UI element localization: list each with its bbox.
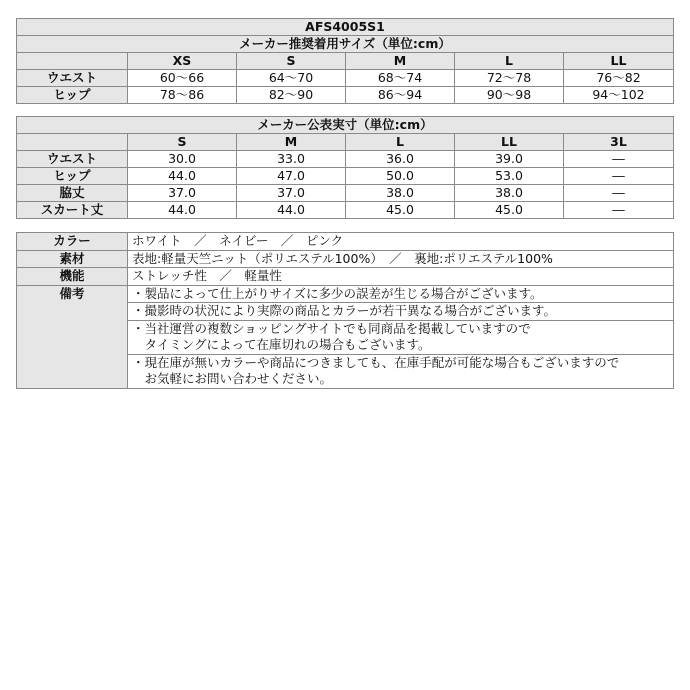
corner-cell [17, 134, 128, 151]
value-cell: 33.0 [237, 151, 346, 168]
row-label: ウエスト [17, 70, 128, 87]
recommended-size-table [16, 18, 674, 104]
row-label: ヒップ [17, 87, 128, 104]
value-cell: 39.0 [455, 151, 564, 168]
value-cell: 47.0 [237, 168, 346, 185]
value-cell: 90〜98 [455, 87, 564, 104]
table-row [17, 168, 674, 185]
material-value: 表地:軽量天竺ニット（ポリエステル100%） ／ 裏地:ポリエステル100% [128, 250, 674, 268]
row-label: スカート丈 [17, 202, 128, 219]
value-cell: 37.0 [237, 185, 346, 202]
recommended-size-title: メーカー推奨着用サイズ（単位:cm） [17, 36, 674, 53]
size-header: XS [128, 53, 237, 70]
value-cell: 94〜102 [564, 87, 674, 104]
value-cell: 45.0 [346, 202, 455, 219]
value-cell: 44.0 [128, 202, 237, 219]
table-row [17, 250, 674, 268]
value-cell: 68〜74 [346, 70, 455, 87]
value-cell: 60〜66 [128, 70, 237, 87]
size-header: S [237, 53, 346, 70]
note-item [128, 303, 674, 321]
value-cell: 76〜82 [564, 70, 674, 87]
size-header: 3L [564, 134, 674, 151]
value-cell: 44.0 [237, 202, 346, 219]
size-header-row [17, 134, 674, 151]
table-row [17, 202, 674, 219]
value-cell: 53.0 [455, 168, 564, 185]
value-cell: 50.0 [346, 168, 455, 185]
size-header: L [346, 134, 455, 151]
actual-size-title: メーカー公表実寸（単位:cm） [17, 117, 674, 134]
value-cell: 45.0 [455, 202, 564, 219]
value-cell: 72〜78 [455, 70, 564, 87]
table-row [17, 87, 674, 104]
row-label: 備考 [17, 285, 128, 388]
note-line: お気軽にお問い合わせください。 [132, 371, 333, 386]
value-cell: 82〜90 [237, 87, 346, 104]
note-item [128, 320, 674, 354]
table-row [17, 233, 674, 251]
color-value: ホワイト ／ ネイビー ／ ピンク [128, 233, 674, 251]
size-header-row [17, 53, 674, 70]
note-item [128, 285, 674, 303]
note-line: ・現在庫が無いカラーや商品につきましても、在庫手配が可能な場合もございますので [132, 354, 620, 370]
value-cell: 38.0 [455, 185, 564, 202]
value-cell: ― [564, 185, 674, 202]
actual-size-table [16, 116, 674, 219]
size-header: LL [455, 134, 564, 151]
table-row [17, 70, 674, 87]
value-cell: 86〜94 [346, 87, 455, 104]
note-line: タイミングによって在庫切れの場合もございます。 [132, 337, 431, 352]
size-header: LL [564, 53, 674, 70]
note-line: ・当社運営の複数ショッピングサイトでも同商品を掲載していますので [132, 320, 531, 336]
table-row [17, 185, 674, 202]
function-value: ストレッチ性 ／ 軽量性 [128, 268, 674, 286]
table-row [17, 285, 674, 303]
row-label: カラー [17, 233, 128, 251]
value-cell: 37.0 [128, 185, 237, 202]
value-cell: 78〜86 [128, 87, 237, 104]
size-header: M [346, 53, 455, 70]
note-line: ・製品によって仕上がりサイズに多少の誤差が生じる場合がございます。 [132, 285, 543, 301]
value-cell: ― [564, 202, 674, 219]
size-header: L [455, 53, 564, 70]
table-row [17, 151, 674, 168]
size-header: S [128, 134, 237, 151]
value-cell: ― [564, 151, 674, 168]
value-cell: 38.0 [346, 185, 455, 202]
value-cell: 30.0 [128, 151, 237, 168]
corner-cell [17, 53, 128, 70]
product-code: AFS4005S1 [17, 19, 674, 36]
table-row [17, 268, 674, 286]
product-details-table [16, 232, 674, 389]
row-label: 機能 [17, 268, 128, 286]
row-label: 脇丈 [17, 185, 128, 202]
value-cell: ― [564, 168, 674, 185]
note-line: ・撮影時の状況により実際の商品とカラーが若干異なる場合がございます。 [132, 303, 557, 318]
value-cell: 44.0 [128, 168, 237, 185]
row-label: ウエスト [17, 151, 128, 168]
value-cell: 36.0 [346, 151, 455, 168]
value-cell: 64〜70 [237, 70, 346, 87]
row-label: 素材 [17, 250, 128, 268]
size-header: M [237, 134, 346, 151]
note-item [128, 354, 674, 388]
row-label: ヒップ [17, 168, 128, 185]
